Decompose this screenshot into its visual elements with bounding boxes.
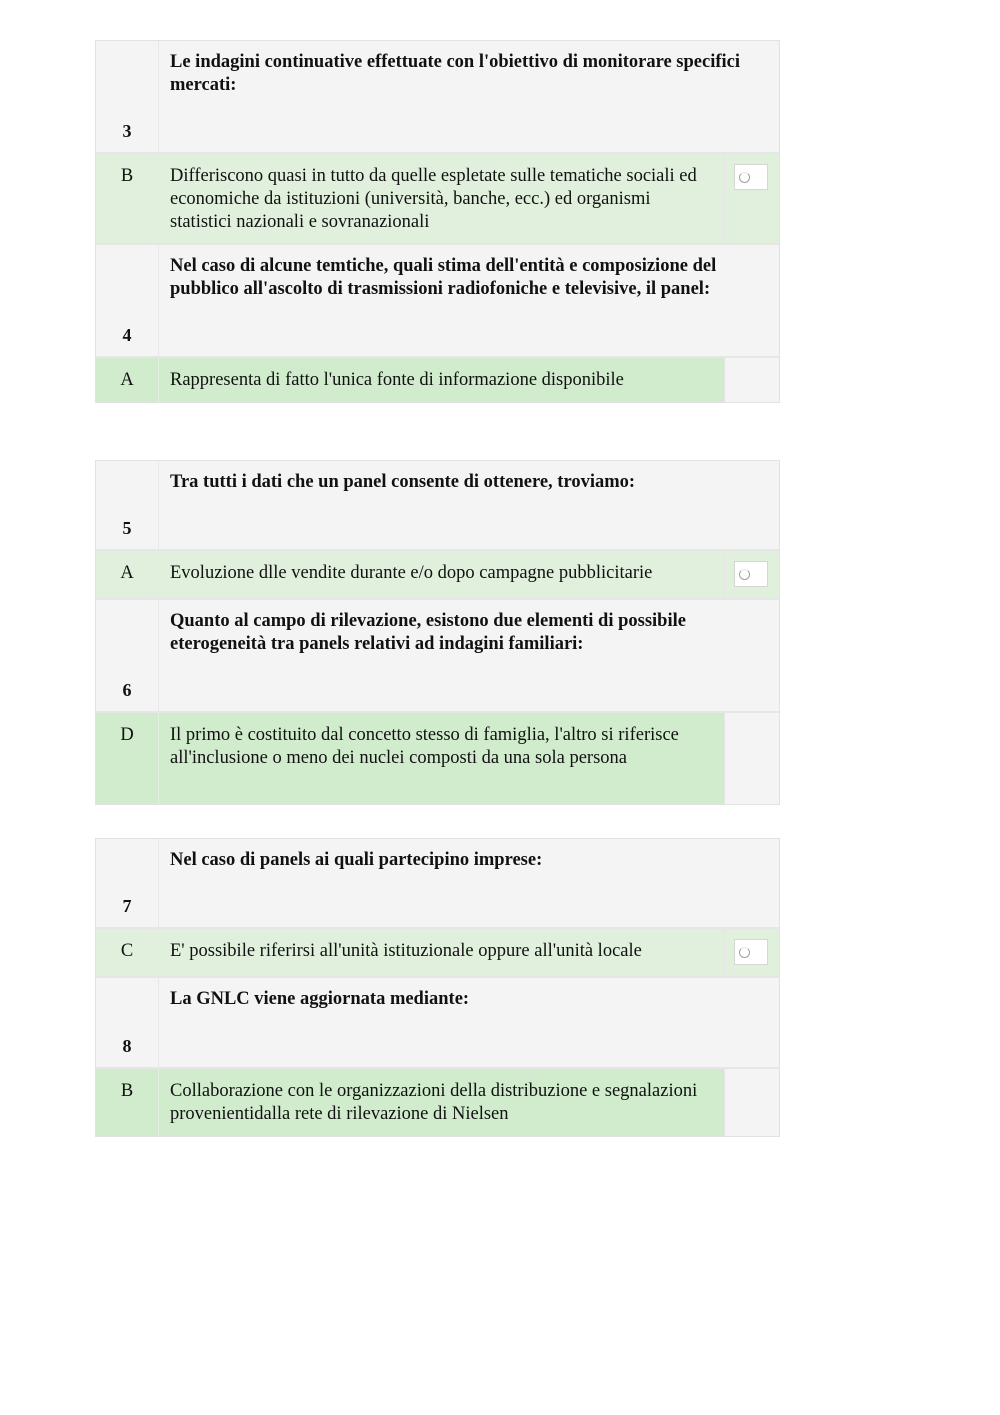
question-number: 4 <box>122 325 132 345</box>
question-row <box>96 461 779 551</box>
answer-radio[interactable] <box>734 164 768 190</box>
question-number-cell <box>96 978 159 1067</box>
answer-option-cell <box>724 358 779 402</box>
question-group-2 <box>95 460 780 805</box>
answer-text: E' possibile riferirsi all'unità istituzionale oppure all'unità locale <box>170 941 642 961</box>
answer-row <box>96 154 779 245</box>
question-number-cell <box>96 461 159 549</box>
answer-radio[interactable] <box>734 939 768 965</box>
question-row <box>96 978 779 1069</box>
answer-text: Rappresenta di fatto l'unica fonte di informazione disponibile <box>170 370 624 390</box>
question-row <box>96 41 779 154</box>
radio-circle-icon <box>739 569 750 580</box>
answer-letter: B <box>96 154 159 243</box>
answer-option-cell <box>724 551 779 598</box>
radio-circle-icon <box>739 947 750 958</box>
answer-option-cell <box>724 713 779 804</box>
answer-letter: A <box>96 358 159 402</box>
answer-row <box>96 551 779 600</box>
answer-letter: B <box>96 1069 159 1136</box>
answer-option-cell <box>724 929 779 976</box>
question-group-3 <box>95 838 780 1137</box>
question-row <box>96 245 779 358</box>
question-number-cell <box>96 245 159 356</box>
answer-letter: D <box>96 713 159 804</box>
question-number: 5 <box>122 518 132 538</box>
question-row <box>96 839 779 929</box>
question-text: Le indagini continuative effettuate con l'obiettivo di monitorare specifici mercati: <box>170 52 741 95</box>
answer-letter: C <box>96 929 159 976</box>
question-text: La GNLC viene aggiornata mediante: <box>170 989 470 1009</box>
answer-row <box>96 713 779 804</box>
question-text: Nel caso di alcune temtiche, quali stima dell'entità e composizione del pubblico all'ascolto di trasmissioni radiofoniche e televisive, il panel: <box>170 256 717 299</box>
question-number-cell <box>96 600 159 711</box>
answer-option-cell <box>724 1069 779 1136</box>
question-group-1 <box>95 40 780 403</box>
question-number: 6 <box>122 680 132 700</box>
question-number: 8 <box>122 1036 132 1056</box>
answer-text: Collaborazione con le organizzazioni della distribuzione e segnalazioni provenientidalla rete di rilevazione di Nielsen <box>170 1081 698 1124</box>
answer-radio[interactable] <box>734 561 768 587</box>
answer-text: Evoluzione dlle vendite durante e/o dopo campagne pubblicitarie <box>170 563 653 583</box>
question-text: Quanto al campo di rilevazione, esistono due elementi di possibile eterogeneità tra panels relativi ad indagini familiari: <box>170 611 686 654</box>
answer-row <box>96 929 779 978</box>
answer-row <box>96 358 779 402</box>
answer-row <box>96 1069 779 1136</box>
answer-option-cell <box>724 154 779 243</box>
answer-letter: A <box>96 551 159 598</box>
question-number: 7 <box>122 896 132 916</box>
question-number: 3 <box>122 121 132 141</box>
radio-circle-icon <box>739 172 750 183</box>
question-number-cell <box>96 41 159 152</box>
answer-text: Differiscono quasi in tutto da quelle espletate sulle tematiche sociali ed economiche da istituzioni (università, banche, ecc.) ed organismi statistici nazionali e sovranazionali <box>170 166 697 232</box>
question-number-cell <box>96 839 159 927</box>
question-text: Tra tutti i dati che un panel consente di ottenere, troviamo: <box>170 472 636 492</box>
question-row <box>96 600 779 713</box>
answer-text: Il primo è costituito dal concetto stesso di famiglia, l'altro si riferisce all'inclusione o meno dei nuclei composti da una sola persona <box>170 725 679 768</box>
question-text: Nel caso di panels ai quali partecipino imprese: <box>170 850 543 870</box>
